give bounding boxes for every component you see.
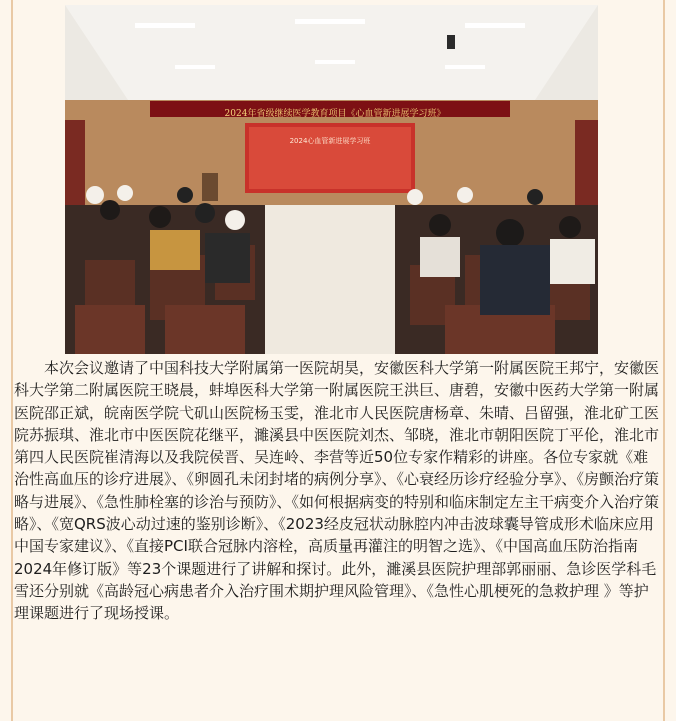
right-curtain bbox=[575, 120, 598, 210]
ceiling-light bbox=[465, 23, 525, 28]
ceiling-light bbox=[135, 23, 195, 28]
article-text: 本次会议邀请了中国科技大学附属第一医院胡昊，安徽医科大学第一附属医院王邦宁，安徽医科大学第二附属医院王晓晨，蚌埠医科大学第一附属医院王洪巨、唐碧，安徽中医药大学第一附属医院邵正斌，皖南医学院弋矶山医院杨玉雯，淮北市人民医院唐杨章、朱晴、吕留强，淮北矿工医院苏振琪、淮北市中医医院花继平，濉溪县中医医院刘杰、邹晓，淮北市朝阳医院丁平伦，淮北市第四人民医院崔清海以及我院侯晋、吴连岭、李营等近50位专家作精彩的讲座。各位专家就《难治性高血压的诊疗进展》、《卵圆孔未闭封堵的病例分享》、《心衰经历诊疗经验分享》、《房颤治疗策略与进展》、《急性肺栓塞的诊治与预防》、《如何根据病变的特别和临床制定左主干病变介入治疗策略》、《宽QRS波心动过速的鉴别诊断》、《2023经皮冠状动脉腔内冲击波球囊导管成形术临床应用中国专家建议》、《直接PCI联合冠脉内溶栓，高质量再灌注的明智之选》、《中国高血压防治指南2024年修订版》等23个课题进行了讲解和探讨。此外，濉溪县医院护理部郭丽丽、急诊医学科毛雪还分别就《高龄冠心病患者介入治疗围术期护理风险管理》、《急性心肌梗死的急救护理 》等护理课题进行了现场授课。 bbox=[14, 359, 660, 623]
podium bbox=[202, 173, 218, 201]
audience-right bbox=[395, 187, 598, 354]
audience-left bbox=[65, 185, 265, 354]
conference-photo bbox=[65, 5, 598, 354]
ceiling-light bbox=[445, 65, 485, 69]
right-frame-border bbox=[663, 0, 665, 721]
article-paragraph bbox=[14, 357, 662, 721]
left-curtain bbox=[65, 120, 85, 210]
ceiling-light bbox=[295, 19, 365, 24]
stage-screen-title: 2024心血管新进展学习班 bbox=[289, 137, 371, 145]
stage-banner-text: 2024年省级继续医学教育项目《心血管新进展学习班》 bbox=[224, 109, 446, 119]
conference-photo-drawing bbox=[65, 5, 598, 354]
left-frame-border bbox=[11, 0, 13, 721]
ceiling-camera bbox=[447, 35, 455, 49]
ceiling-light bbox=[175, 65, 215, 69]
ceiling-light bbox=[315, 60, 355, 64]
